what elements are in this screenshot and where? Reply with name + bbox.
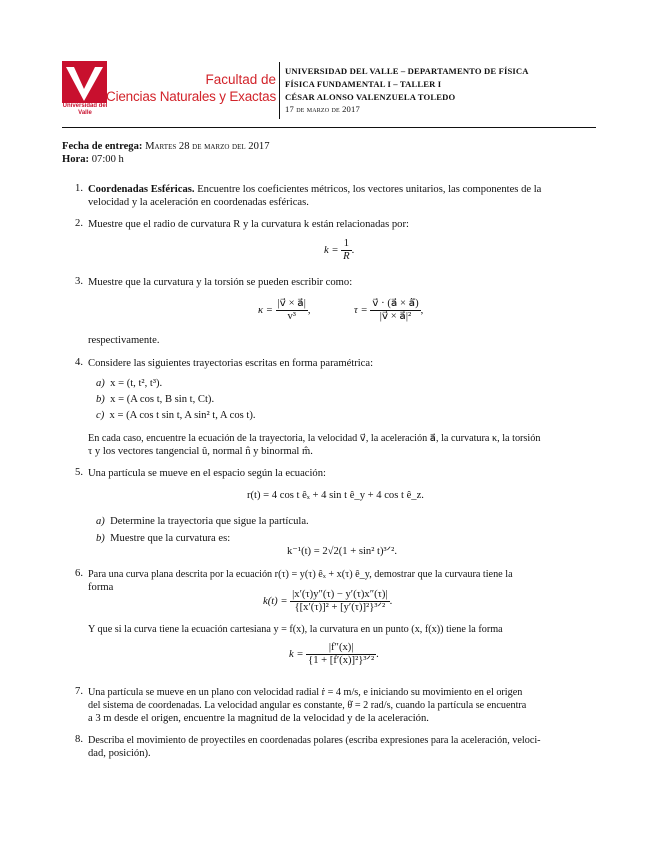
problem-5-number: 5. xyxy=(75,467,83,478)
tau-lhs: τ = xyxy=(354,304,368,316)
eq2-lhs: k = xyxy=(289,648,304,660)
tau-den: |v⃗ × a⃗|² xyxy=(379,311,412,322)
item-text: x = (A cos t sin t, A sin² t, A cos t). xyxy=(109,410,256,421)
eq1-lhs: k(t) = xyxy=(263,595,288,607)
problem-3-tau-equation xyxy=(354,298,423,323)
problem-2-equation xyxy=(324,238,354,263)
delivery-date-value: Martes 28 de marzo del 2017 xyxy=(145,141,270,152)
problem-5-curvature-equation: k⁻¹(t) = 2√2(1 + sin² t)³ᐟ². xyxy=(287,546,397,557)
kappa-comma: , xyxy=(307,304,311,316)
logo-text: Universidad del Valle xyxy=(62,103,108,116)
problem-5-item-a xyxy=(96,515,309,528)
tau-num: v⃗ · (a⃗ × ȧ⃗) xyxy=(372,298,419,309)
problem-5-item-b xyxy=(96,532,230,545)
problem-6-mid: Y que si la curva tiene la ecuación cartesiana y = f(x), la curvatura en un punto (x, f(x)) tiene la forma xyxy=(88,624,503,635)
problem-4-after2: τ y los vectores tangencial û, normal n̂ y binormal m̂. xyxy=(88,446,313,457)
problem-5-equation: r(t) = 4 cos t êₓ + 4 sin t ê_y + 4 cos t ê_z. xyxy=(247,490,424,501)
item-text: x = (A cos t, B sin t, Ct). xyxy=(110,394,215,405)
header-author: CÉSAR ALONSO VALENZUELA TOLEDO xyxy=(285,92,456,102)
problem-1-number: 1. xyxy=(75,183,83,194)
problem-6-equation-2 xyxy=(289,642,379,667)
item-label: a) xyxy=(96,516,105,527)
problem-4-item-c xyxy=(96,409,256,422)
eq-lhs: k = xyxy=(324,244,339,256)
problem-8-number: 8. xyxy=(75,734,83,745)
problem-4-number: 4. xyxy=(75,357,83,368)
header-date: 17 de marzo de 2017 xyxy=(285,104,360,114)
problem-1-text: Encuentre los coeficientes métricos, los vectores unitarios, las componentes de la xyxy=(197,184,542,195)
kappa-lhs: κ = xyxy=(258,304,273,316)
faculty-name-line2: Ciencias Naturales y Exactas xyxy=(106,89,276,104)
problem-4-line1: Considere las siguientes trayectorias escritas en forma paramétrica: xyxy=(88,358,374,369)
item-text: Determine la trayectoria que sigue la partícula. xyxy=(110,516,309,527)
delivery-hour xyxy=(62,153,124,166)
eq2-num: |f″(x)| xyxy=(306,642,376,655)
eq-num: 1 xyxy=(341,238,351,251)
item-label: a) xyxy=(96,378,105,389)
problem-2-line1: Muestre que el radio de curvatura R y la curvatura k están relacionadas por: xyxy=(88,219,409,230)
problem-3-line1: Muestre que la curvatura y la torsión se pueden escribir como: xyxy=(88,277,353,288)
eq1-end: . xyxy=(389,595,393,607)
problem-8-line1: Describa el movimiento de proyectiles en coordenadas polares (escriba expresiones para la aceleración, veloci- xyxy=(88,735,541,746)
header-rule xyxy=(62,127,596,128)
delivery-date xyxy=(62,140,270,153)
eq1-num: |x′(τ)y″(τ) − y′(τ)x″(τ)| xyxy=(292,589,388,600)
eq-den: R xyxy=(343,251,350,262)
header-course: FÍSICA FUNDAMENTAL I – TALLER I xyxy=(285,79,442,89)
problem-1-title: Coordenadas Esféricas. xyxy=(88,184,195,195)
delivery-hour-value: 07:00 h xyxy=(91,154,124,165)
eq2-den: {1 + [f′(x)]²}³ᐟ² xyxy=(308,655,375,666)
problem-4-item-b xyxy=(96,393,214,406)
problem-6-number: 6. xyxy=(75,568,83,579)
header-divider xyxy=(279,62,280,119)
item-text: Muestre que la curvatura es: xyxy=(110,533,231,544)
delivery-date-label: Fecha de entrega: xyxy=(62,141,143,152)
eq1-den: {[x′(τ)]² + [y′(τ)]²}³ᐟ² xyxy=(294,602,386,613)
problem-4-after1: En cada caso, encuentre la ecuación de la trayectoria, la velocidad v⃗, la aceleración a⃗, la curvatura κ, la torsión xyxy=(88,433,541,444)
delivery-hour-label: Hora: xyxy=(62,154,90,165)
problem-4-item-a xyxy=(96,377,162,390)
problem-6-line1: Para una curva plana descrita por la ecuación r(τ) = y(τ) êₓ + x(τ) ê_y, demostrar que la curvaura tiene la xyxy=(88,569,513,580)
problem-6-line2: forma xyxy=(88,582,114,593)
problem-7-number: 7. xyxy=(75,686,83,697)
problem-7-line1: Una partícula se mueve en un plano con velocidad radial ṙ = 4 m/s, e iniciando su movimiento en el origen xyxy=(88,687,523,698)
problem-3-kappa-equation xyxy=(258,298,310,323)
eq2-end: . xyxy=(376,648,379,660)
problem-3-after: respectivamente. xyxy=(88,335,160,346)
item-label: c) xyxy=(96,410,105,421)
problem-7-line3: a 3 m desde el origen, encuentre la magnitud de la velocidad y de la aceleración. xyxy=(88,713,429,724)
problem-2-number: 2. xyxy=(75,218,83,229)
problem-5-line1: Una partícula se mueve en el espacio según la ecuación: xyxy=(88,468,326,479)
header-university: UNIVERSIDAD DEL VALLE – DEPARTAMENTO DE FÍSICA xyxy=(285,66,529,76)
problem-1-line2: velocidad y la aceleración en coordenadas esféricas. xyxy=(88,197,309,208)
eq-end: . xyxy=(351,244,355,256)
problem-1-line1 xyxy=(88,183,541,196)
tau-comma: , xyxy=(420,304,424,316)
problem-8-line2: dad, posición). xyxy=(88,748,151,759)
problem-6-equation-1 xyxy=(263,589,392,614)
item-label: b) xyxy=(96,394,105,405)
item-label: b) xyxy=(96,533,105,544)
problem-7-line2: del sistema de coordenadas. La velocidad angular es constante, θ̇ = 2 rad/s, cuando la partícula se encuentra xyxy=(88,700,527,711)
item-text: x = (t, t², t³). xyxy=(110,378,163,389)
kappa-num: |v⃗ × a⃗| xyxy=(277,298,306,309)
faculty-name-line1: Facultad de xyxy=(205,72,276,87)
problem-3-number: 3. xyxy=(75,276,83,287)
kappa-den: v³ xyxy=(287,311,296,322)
